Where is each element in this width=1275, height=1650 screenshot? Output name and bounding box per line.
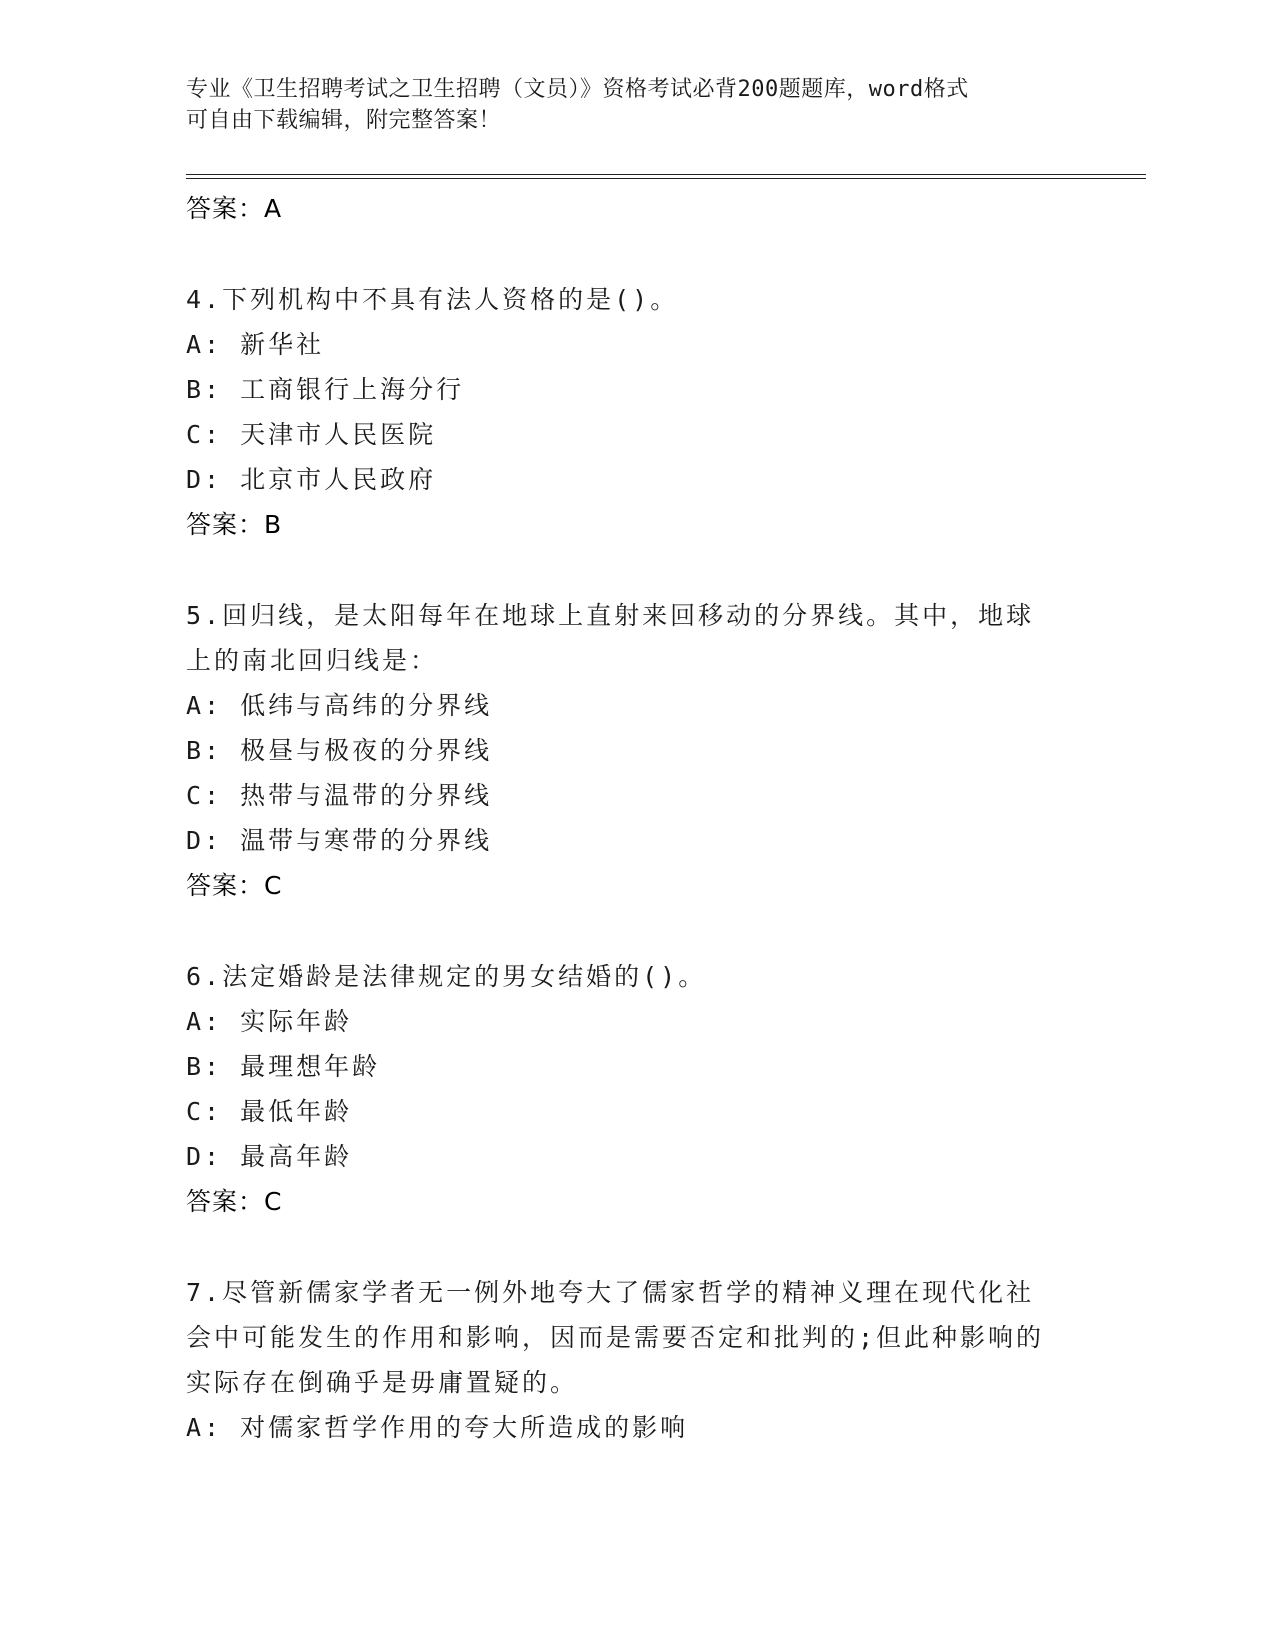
header-divider (186, 174, 1146, 179)
option-c: C: 热带与温带的分界线 (186, 781, 493, 810)
question-stem-continued: 上的南北回归线是： (186, 646, 439, 675)
option-c: C: 最低年龄 (186, 1097, 353, 1126)
option-c: C: 天津市人民医院 (186, 420, 437, 449)
spacer (186, 908, 1086, 954)
answer-label: 答案：B (186, 510, 283, 539)
question-stem: 4.下列机构中不具有法人资格的是()。 (186, 285, 679, 314)
header-line-2: 可自由下载编辑，附完整答案！ (186, 108, 502, 133)
option-d: D: 温带与寒带的分界线 (186, 826, 493, 855)
option-a: A: 实际年龄 (186, 1007, 353, 1036)
question-block (186, 593, 1086, 908)
option-d: D: 北京市人民政府 (186, 465, 437, 494)
question-block (186, 1270, 1086, 1450)
option-a: A: 对儒家哲学作用的夸大所造成的影响 (186, 1413, 689, 1442)
option-b: B: 最理想年龄 (186, 1052, 381, 1081)
question-stem: 5.回归线，是太阳每年在地球上直射来回移动的分界线。其中，地球 (186, 601, 1035, 630)
option-b: B: 极昼与极夜的分界线 (186, 736, 493, 765)
answer-label: 答案：C (186, 1187, 283, 1216)
question-list (186, 186, 1086, 1450)
answer-label: 答案：C (186, 871, 283, 900)
option-b: B: 工商银行上海分行 (186, 375, 465, 404)
option-a: A: 低纬与高纬的分界线 (186, 691, 493, 720)
answer-label: 答案：A (186, 194, 283, 223)
question-stem: 7.尽管新儒家学者无一例外地夸大了儒家哲学的精神义理在现代化社 (186, 1278, 1035, 1307)
option-d: D: 最高年龄 (186, 1142, 353, 1171)
spacer (186, 1224, 1086, 1270)
question-block (186, 954, 1086, 1224)
question-block (186, 277, 1086, 547)
question-stem-continued: 实际存在倒确乎是毋庸置疑的。 (186, 1368, 579, 1397)
question-stem: 6.法定婚龄是法律规定的男女结婚的()。 (186, 962, 707, 991)
option-a: A: 新华社 (186, 330, 325, 359)
spacer (186, 231, 1086, 277)
question-stem-continued: 会中可能发生的作用和影响，因而是需要否定和批判的;但此种影响的 (186, 1323, 1045, 1352)
header-line-1: 专业《卫生招聘考试之卫生招聘（文员）》资格考试必背200题题库，word格式 (186, 77, 969, 102)
page-header (186, 74, 1066, 136)
spacer (186, 547, 1086, 593)
